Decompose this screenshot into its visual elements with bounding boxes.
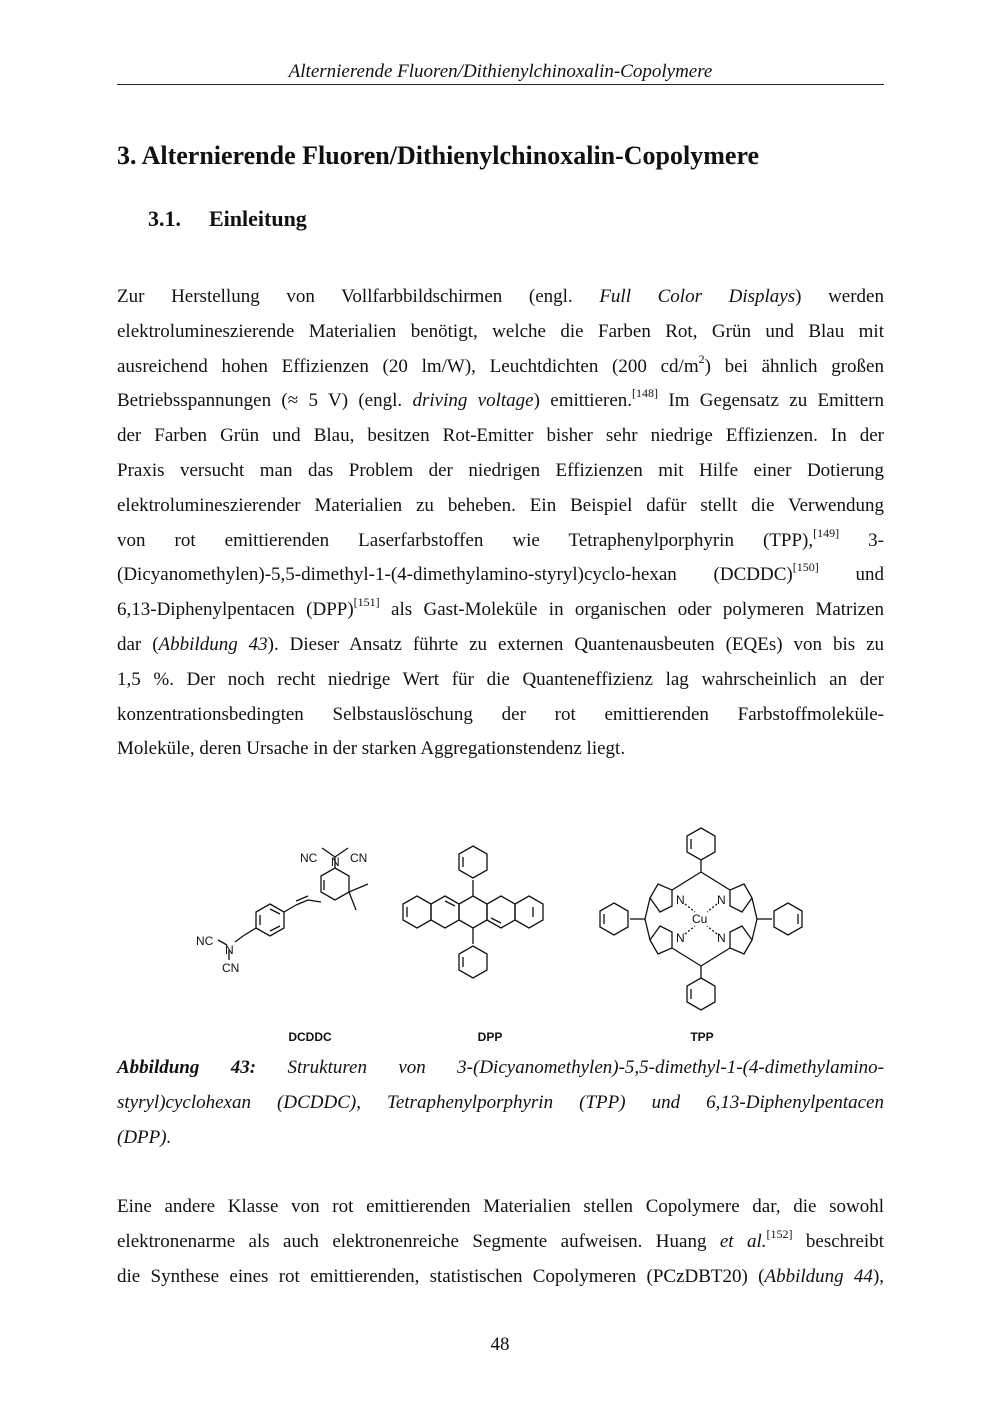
citation: [149] bbox=[813, 525, 840, 540]
chapter-title bbox=[117, 138, 759, 174]
text-line: (Dicyanomethylen)-5,5-dimethyl-1-(4-dimethylamino-styryl)cyclo-hexan (DCDDC)[150] und bbox=[117, 560, 884, 586]
atom-label: CN bbox=[350, 851, 368, 865]
caption-label: Abbildung 43: bbox=[117, 1057, 257, 1078]
citation: [151] bbox=[353, 595, 380, 610]
page-number: 48 bbox=[490, 1334, 510, 1355]
atom-label: N bbox=[225, 943, 234, 957]
atom-label: NC bbox=[196, 934, 214, 948]
text-line: Zur Herstellung von Vollfarbbildschirmen (engl. Full Color Displays) werden bbox=[117, 286, 884, 307]
dpp-structure bbox=[403, 846, 543, 978]
figure-43 bbox=[190, 800, 820, 1050]
atom-label: Cu bbox=[692, 912, 708, 926]
text-line: der Farben Grün und Blau, besitzen Rot-Emitter bisher sehr niedrige Effizienzen. In der bbox=[117, 425, 884, 447]
running-header: Alternierende Fluoren/Dithienylchinoxalin-Copolymere bbox=[288, 61, 713, 82]
text-line: elektrolumineszierender Materialien zu beheben. Ein Beispiel dafür stellt die Verwendung bbox=[117, 494, 884, 516]
text-line: 1,5 %. Der noch recht niedrige Wert für die Quanteneffizienz lag wahrscheinlich an der bbox=[117, 668, 884, 690]
dcddc-structure bbox=[218, 848, 368, 960]
atom-label: N bbox=[717, 893, 726, 907]
text-line: ausreichend hohen Effizienzen (20 lm/W), Leuchtdichten (200 $cd/m^2$) bei ähnlich großen bbox=[117, 351, 884, 377]
section-title-text: Einleitung bbox=[209, 206, 307, 231]
atom-label: N bbox=[676, 931, 685, 945]
text-line: elektrolumineszierende Materialien benötigt, welche die Farben Rot, Grün und Blau mit bbox=[117, 320, 884, 342]
text-line: dar (Abbildung 43). Dieser Ansatz führte zu externen Quantenausbeuten (EQEs) von bis zu bbox=[117, 633, 884, 655]
intro-paragraph bbox=[117, 280, 884, 767]
chapter-number: 3. bbox=[117, 141, 137, 170]
section-title bbox=[148, 203, 307, 235]
text-line: 6,13-Diphenylpentacen (DPP)[151] als Gast-Moleküle in organischen oder polymeren Matrizen bbox=[117, 595, 885, 621]
citation: [148] bbox=[632, 386, 659, 401]
text-line: konzentrationsbedingten Selbstauslöschung der rot emittierenden Farbstoffmoleküle- bbox=[117, 703, 884, 725]
atom-label: N bbox=[331, 855, 340, 869]
caption-line: (DPP). bbox=[117, 1126, 172, 1148]
text-line: elektronenarme als auch elektronenreiche Segmente aufweisen. Huang et al.[152] beschreibt bbox=[117, 1226, 884, 1252]
citation: [150] bbox=[792, 560, 819, 575]
label-tpp: TPP bbox=[690, 1030, 714, 1044]
second-paragraph bbox=[117, 1190, 884, 1294]
text-line: Eine andere Klasse von rot emittierenden Materialien stellen Copolymere dar, die sowohl bbox=[117, 1196, 884, 1217]
section-number: 3.1. bbox=[148, 206, 181, 231]
text-line: von rot emittierenden Laserfarbstoffen wie Tetraphenylporphyrin (TPP),[149] 3- bbox=[117, 525, 885, 551]
citation: [152] bbox=[766, 1226, 793, 1241]
text-line: Betriebsspannungen (≈ 5 V) (engl. driving voltage) emittieren.[148] Im Gegensatz zu Emittern bbox=[117, 386, 885, 412]
text-line: Moleküle, deren Ursache in der starken Aggregationstendenz liegt. bbox=[117, 738, 626, 760]
chemical-structures bbox=[190, 800, 820, 1035]
label-dcddc: DCDDC bbox=[288, 1030, 332, 1044]
text-line: Praxis versucht man das Problem der niedrigen Effizienzen mit Hilfe einer Dotierung bbox=[117, 459, 884, 481]
atom-label: CN bbox=[222, 961, 240, 975]
atom-label: N bbox=[717, 931, 726, 945]
atom-label: NC bbox=[300, 851, 318, 865]
caption-line: styryl)cyclohexan (DCDDC), Tetraphenylporphyrin (TPP) und 6,13-Diphenylpentacen bbox=[117, 1091, 884, 1113]
figure-caption bbox=[117, 1051, 884, 1155]
label-dpp: DPP bbox=[477, 1030, 503, 1044]
caption-line: Abbildung 43: Strukturen von 3-(Dicyanomethylen)-5,5-dimethyl-1-(4-dimethylamino- bbox=[117, 1057, 884, 1078]
header-rule bbox=[117, 84, 884, 85]
atom-label: N bbox=[676, 893, 685, 907]
text-line: die Synthese eines rot emittierenden, statistischen Copolymeren (PCzDBT20) (Abbildung 44), bbox=[117, 1265, 885, 1287]
chapter-title-text: Alternierende Fluoren/Dithienylchinoxalin-Copolymere bbox=[141, 141, 760, 170]
